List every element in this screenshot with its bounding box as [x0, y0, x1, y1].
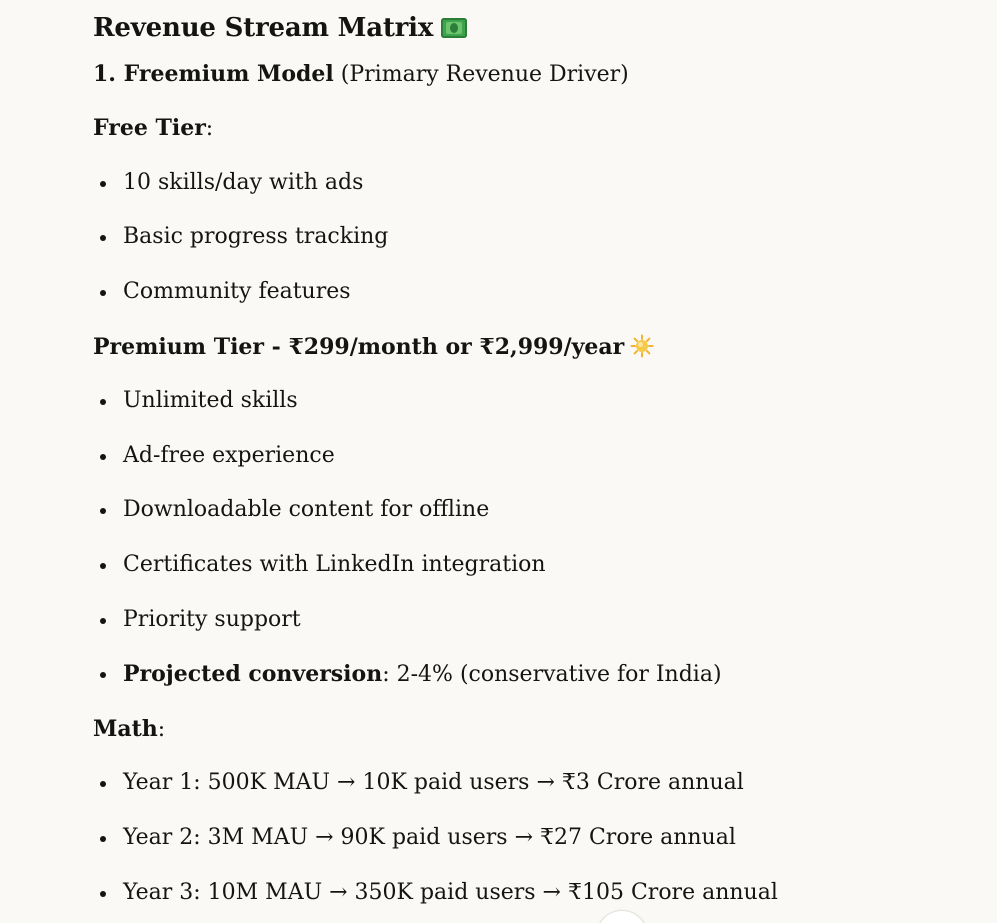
list-item: Basic progress tracking	[123, 222, 388, 252]
math-label: Math	[93, 716, 158, 742]
model-title: 1. Freemium Model	[93, 61, 334, 87]
model-title-line	[93, 59, 629, 90]
list-item: Downloadable content for offline	[123, 495, 489, 525]
sun-icon	[630, 334, 654, 358]
list-item: Certificates with LinkedIn integration	[123, 550, 546, 580]
conversion-label: Projected conversion	[123, 661, 383, 687]
list-item: Year 3: 10M MAU → 350K paid users → ₹105 Crore annual	[123, 878, 778, 908]
section-heading	[93, 10, 467, 46]
free-tier-colon: :	[205, 116, 214, 141]
list-item-conversion	[123, 659, 722, 690]
conversion-value: : 2-4% (conservative for India)	[382, 662, 722, 687]
free-tier-label: Free Tier	[93, 115, 206, 141]
scroll-to-bottom-button[interactable]	[596, 910, 648, 923]
list-item: Year 1: 500K MAU → 10K paid users → ₹3 Crore annual	[123, 768, 744, 798]
premium-tier-heading	[93, 332, 654, 363]
list-item: Year 2: 3M MAU → 90K paid users → ₹27 Crore annual	[123, 823, 736, 853]
free-tier-heading	[93, 113, 213, 144]
list-item: Unlimited skills	[123, 386, 298, 416]
premium-tier-label: Premium Tier - ₹299/month or ₹2,999/year	[93, 334, 625, 360]
money-bill-icon	[441, 18, 467, 38]
list-item: 10 skills/day with ads	[123, 168, 363, 198]
list-item: Community features	[123, 277, 351, 307]
math-heading	[93, 714, 165, 745]
math-colon: :	[157, 717, 166, 742]
list-item: Ad-free experience	[123, 441, 335, 471]
list-item: Priority support	[123, 605, 301, 635]
model-subtitle: (Primary Revenue Driver)	[333, 62, 629, 87]
heading-text: Revenue Stream Matrix	[93, 13, 434, 43]
